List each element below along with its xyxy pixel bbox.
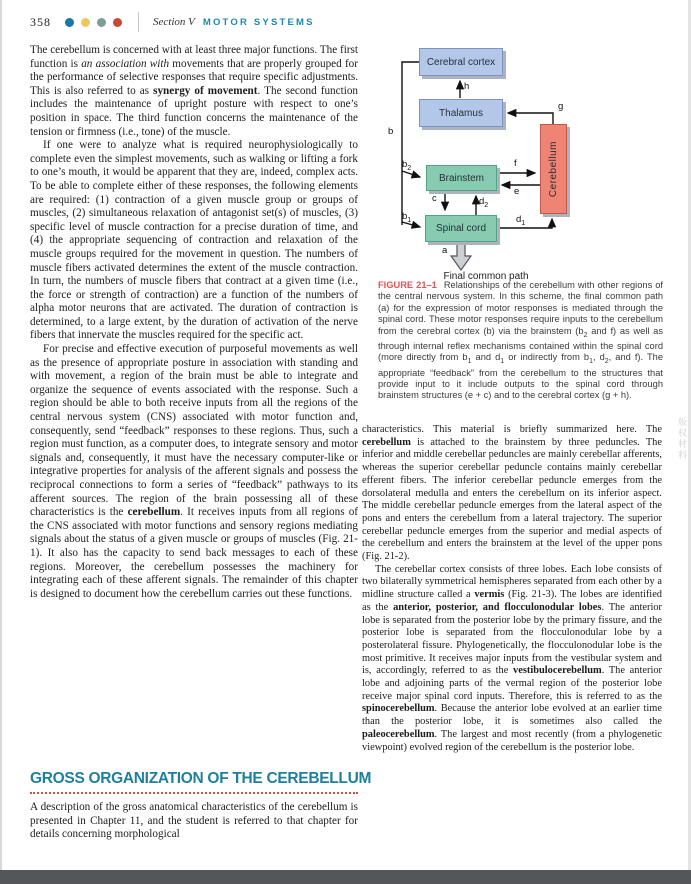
box-thalamus — [419, 99, 503, 127]
heading-dotted-rule — [30, 792, 358, 794]
section-dot-icon — [113, 18, 122, 27]
left-column — [30, 44, 372, 841]
figure-caption-text: Relationships of the cerebellum with other regions of the central nervous system. In this scheme, the final common path (a) for the expression of motor responses is mediated through the spinal cord. These motor responses require inputs to the cerebellum from the cerebral cortex (b) via the brainstem ($b_2$ and f) as well as through internal reflex mechanisms contained within the spinal cord (more directly from $b_1$ and $d_1$ or indirectly from $b_1$, $d_2$, and f). The appropriate “feedback” from the cerebellum to the structures that provide input to it include outputs to the spinal cord through brainstem structures (e + c) and to the cerebral cortex (g + h). — [378, 280, 664, 401]
arrow-label-b2-sub: 2 — [407, 164, 412, 172]
arrow-label-c: c — [432, 193, 437, 204]
section-heading-gross-organization: GROSS ORGANIZATION OF THE CEREBELLUM — [30, 770, 372, 787]
paragraph-gross-description: A description of the gross anatomical characteristics of the cerebellum is presented in Chapter 11, and the student is referred to that chapter for details concerning morphological — [30, 801, 358, 841]
box-cerebellum — [540, 124, 567, 214]
section-dot-icon — [97, 18, 106, 27]
paragraph-movement-analysis: If one were to analyze what is required neurophysiologically to complete even the simplest movements, such as walking or lifting a fork to one’s mouth, it would be apparent that they are, indeed, complex acts. To be able to complete either of these responses, the following elements are required: (1) contraction of a given muscle group or groups of muscles, (2) simultaneous relaxation of antagonist set(s) of muscles, (3) specific level of muscle contraction for a precise duration of time, and (4) the appropriate sequencing of contraction and relaxation of the muscle groups required for the movement in question. The numbers of muscle fibers activated determines the extent of the muscle contraction. In turn, the numbers of muscle fibers that contract at a given time (i.e., the force or strength of contraction) are a function of the numbers of alpha motor neurons that are activated. The duration of contraction is determined, to a large extent, by the duration of activation of the nerve fibers that innervate the muscles required for the specific act. — [30, 139, 358, 342]
arrow-label-f: f — [514, 158, 517, 169]
copyright-watermark: 版权材料 — [677, 417, 687, 461]
section-label: Section V — [153, 16, 195, 28]
paragraph-peduncles: characteristics. This material is briefly summarized here. The cerebellum is attached to the brainstem by three peduncles. The inferior and middle cerebellar peduncles are mainly cerebellar afferents, whereas the superior cerebellar peduncle contains mainly cerebellar efferent fibers. The inferior cerebellar peduncle emerges from the dorsolateral medulla and enters the cerebellum on its inferior aspect. The middle cerebellar peduncle emerges from the lateral aspect of the pons and enters the cerebellum from a lateral trajectory. The superior cerebellar peduncle emerges from the superior and medial aspects of the cerebellum and enters the brainstem at the level of the upper pons (Fig. 21-2). — [362, 424, 662, 563]
figure-caption-number: FIGURE 21–1 — [378, 280, 437, 290]
arrow-label-b1-sub: 1 — [407, 216, 412, 224]
arrow-label-h: h — [464, 81, 470, 92]
page-left-edge — [0, 0, 2, 884]
arrow-label-e: e — [514, 186, 520, 197]
box-cerebellum-label: Cerebellum — [548, 140, 559, 198]
arrow-label-d2 — [479, 196, 488, 209]
arrow-label-b2 — [402, 159, 411, 172]
arrow-label-d2-base: d — [479, 196, 485, 207]
page-bottom-bar — [0, 870, 691, 884]
arrow-label-b: b — [388, 126, 394, 137]
right-column-text — [362, 424, 662, 754]
arrow-label-b2-base: b — [402, 159, 408, 170]
box-thalamus-label: Thalamus — [439, 107, 483, 119]
page-header — [30, 11, 315, 33]
arrow-label-d1-base: d — [516, 214, 522, 225]
arrow-label-b1 — [402, 211, 411, 224]
figure-21-1-diagram — [380, 46, 670, 289]
box-brainstem-label: Brainstem — [438, 172, 484, 184]
page-number: 358 — [30, 14, 51, 29]
section-dot-icon — [81, 18, 90, 27]
arrow-label-b1-base: b — [402, 211, 408, 222]
right-column — [362, 44, 662, 870]
paragraph-cerebellum-functions: The cerebellum is concerned with at least three major functions. The first function is an association with movements that are properly grouped for the performance of selective responses that require specific adjustments. This is also referred to as synergy of movement. The second function includes the maintenance of upright posture with respect to one’s position in space. The third function concerns the maintenance of the tension or firmness (i.e., tone) of the muscle. — [30, 44, 358, 138]
section-dots — [65, 18, 122, 27]
box-brainstem — [426, 165, 497, 191]
section-dot-icon — [65, 18, 74, 27]
paragraph-cerebellar-lobes: The cerebellar cortex consists of three lobes. Each lobe consists of two bilaterally symmetrical hemispheres separated from each other by a midline structure called a vermis (Fig. 21-3). The lobes are identified as the anterior, posterior, and flocculonodular lobes. The anterior lobe is separated from the posterior lobe by the primary fissure, and the posterior lobe is separated from the flocculonodular lobe by a posterolateral fissure. Phylogenetically, the flocculonodular lobe is the most primitive. It receives major inputs from the vestibular system and is, accordingly, referred to as the vestibulocerebellum. The anterior lobe and adjoining parts of the vermal region of the posterior lobe receive major spinal cord inputs. Therefore, this is referred to as the spinocerebellum. Because the anterior lobe evolved at an earlier time than the posterior lobe, it is sometimes also called the paleocerebellum. The largest and most recently (from a phylogenetic viewpoint) evolved region of the cerebellum is the posterior lobe. — [362, 563, 662, 753]
header-divider — [138, 12, 139, 32]
arrow-label-d2-sub: 2 — [484, 201, 489, 209]
figure-caption — [378, 280, 663, 402]
box-spinal-cord — [425, 215, 497, 242]
section-title: MOTOR SYSTEMS — [202, 16, 315, 28]
box-spinal-cord-label: Spinal cord — [435, 223, 487, 234]
paragraph-integration-region: For precise and effective execution of purposeful movements as well as the presence of appropriate posture in association with standing and with movement, a region of the brain must be able to integrate and organize the sequence of events associated with the response. Such a region should be able to both receive inputs from all the regions of the central nervous system (CNS) associated with motor function and, consequently, send “feedback” responses to these regions. Thus, such a region must function, as a computer does, to integrate sensory and motor signals and, consequently, it must have the necessary computer-like or integrative properties for analysis of the afferent signals and possess the reciprocal connections to form a series of “feedback” pathways to its afferent sources. The region of the brain possessing all of these characteristics is the cerebellum. It receives inputs from all regions of the CNS associated with motor functions and sensory regions mediating signals about the status of a given muscle or groups of muscles (Fig. 21-1). It also has the capacity to send back messages to each of these regions. Moreover, the cerebellum possesses the machinery for integrating each of these afferent signals. The remainder of this chapter is designed to document how the cerebellum carries out these functions. — [30, 343, 358, 600]
arrow-label-g: g — [558, 101, 564, 112]
diagram-arrows — [380, 46, 670, 289]
arrow-label-d1 — [516, 214, 525, 227]
box-cerebral-cortex — [419, 48, 503, 76]
box-cerebral-cortex-label: Cerebral cortex — [426, 56, 496, 68]
arrow-label-d1-sub: 1 — [521, 219, 526, 227]
arrow-label-a: a — [442, 245, 448, 256]
left-column-text — [30, 44, 358, 601]
final-common-path-label: Final common path — [443, 271, 529, 282]
